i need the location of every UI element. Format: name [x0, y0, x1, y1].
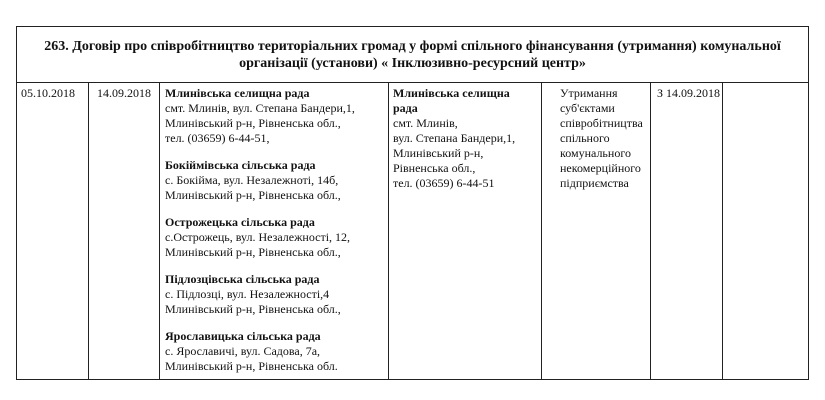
form-line: співробітництва — [560, 116, 643, 130]
column-divider — [722, 83, 723, 379]
party-address-line: Млинівський р-н, Рівненська обл., — [165, 245, 341, 259]
party-name: Ярославицька сільська рада — [165, 329, 321, 343]
party-name: Бокіймівська сільська рада — [165, 158, 316, 172]
cell-start-date: З 14.09.2018 — [657, 86, 721, 100]
coordinator-name-line: Млинівська селищна — [393, 86, 510, 100]
party-block — [165, 158, 355, 203]
column-divider — [541, 83, 542, 379]
party-name: Млинівська селищна рада — [165, 86, 310, 100]
coordinator-address-line: смт. Млинів, — [393, 116, 458, 130]
party-address-line: Млинівський р-н, Рівненська обл., — [165, 188, 341, 202]
cell-cooperation-form — [560, 86, 643, 191]
form-line: підприємства — [560, 176, 629, 190]
cell-coordinator — [393, 86, 515, 191]
title-line-1: 263. Договір про співробітництво територіальних громад у формі спільного фінансування (утримання) комунальної — [44, 39, 781, 54]
party-address-line: Млинівський р-н, Рівненська обл., — [165, 116, 341, 130]
party-block — [165, 329, 355, 374]
column-divider — [650, 83, 651, 379]
party-block — [165, 86, 355, 146]
party-address-line: тел. (03659) 6-44-51, — [165, 131, 270, 145]
party-address-line: с. Ярославичі, вул. Садова, 7а, — [165, 344, 321, 358]
form-line: спільного — [560, 131, 610, 145]
title-line-2: організації (установи) « Інклюзивно-ресурсний центр» — [239, 56, 586, 71]
form-line: некомерційного — [560, 161, 641, 175]
party-address-line: с.Острожець, вул. Незалежності, 12, — [165, 230, 351, 244]
coordinator-address-line: Рівненська обл., — [393, 161, 476, 175]
column-divider — [159, 83, 160, 379]
form-line: комунального — [560, 146, 631, 160]
party-block — [165, 215, 355, 260]
form-line: Утримання — [560, 86, 618, 100]
party-address-line: Млинівський р-н, Рівненська обл., — [165, 302, 341, 316]
cell-parties — [165, 86, 355, 386]
party-block — [165, 272, 355, 317]
party-address-line: с. Підлозці, вул. Незалежності,4 — [165, 287, 330, 301]
column-divider — [388, 83, 389, 379]
agreement-table — [16, 26, 809, 380]
column-divider — [88, 83, 89, 379]
party-address-line: смт. Млинів, вул. Степана Бандери,1, — [165, 101, 355, 115]
cell-registration-date: 05.10.2018 — [21, 86, 75, 100]
party-name: Острожецька сільська рада — [165, 215, 315, 229]
coordinator-address-line: Млинівський р-н, — [393, 146, 484, 160]
form-line: суб'єктами — [560, 101, 615, 115]
coordinator-address-line: вул. Степана Бандери,1, — [393, 131, 516, 145]
cell-agreement-date: 14.09.2018 — [97, 86, 151, 100]
party-name: Підлозцівська сільська рада — [165, 272, 320, 286]
party-address-line: Млинівський р-н, Рівненська обл. — [165, 359, 338, 373]
agreement-title — [17, 27, 808, 83]
coordinator-address-line: тел. (03659) 6-44-51 — [393, 176, 495, 190]
coordinator-name-line: рада — [393, 101, 418, 115]
party-address-line: с. Бокійма, вул. Незалежноті, 14б, — [165, 173, 339, 187]
